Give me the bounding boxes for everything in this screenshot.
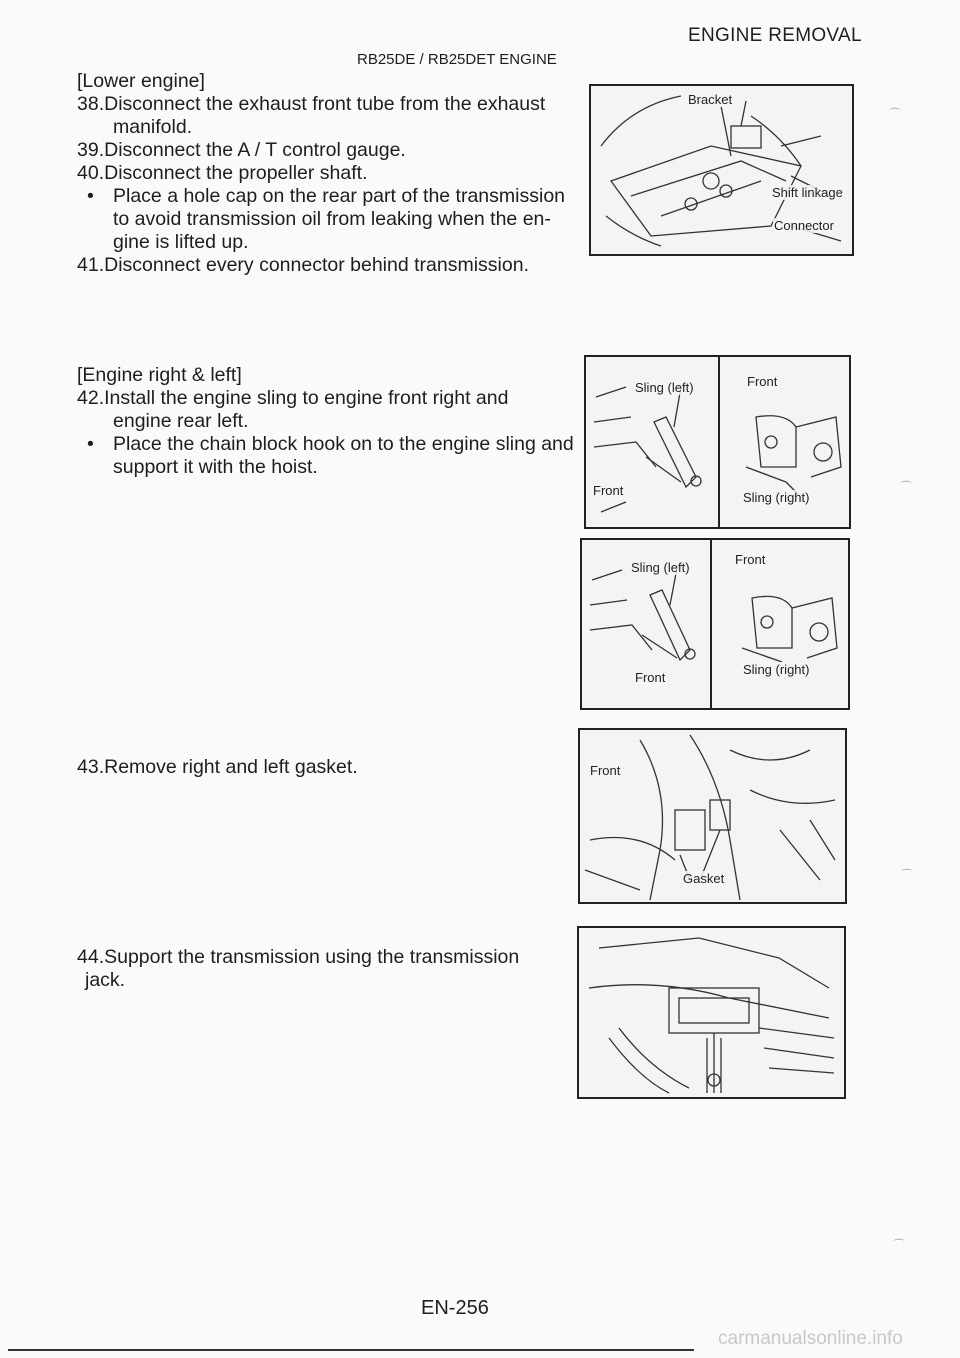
label-bracket: Bracket — [688, 92, 733, 107]
lower-engine-section — [77, 70, 565, 277]
section-title: ENGINE REMOVAL — [688, 25, 862, 46]
bullet-mark: • — [87, 433, 94, 455]
bullet-cont: support it with the hoist. — [113, 456, 318, 478]
step-44-cont: jack. — [85, 969, 126, 991]
bottom-rule — [8, 1349, 694, 1351]
figure-sling-2 — [580, 538, 850, 710]
figure-divider — [710, 540, 712, 708]
label-shift-linkage: Shift linkage — [772, 185, 843, 200]
step-38-cont: manifold. — [113, 116, 193, 138]
bullet-cont-1: to avoid transmission oil from leaking when the en- — [113, 208, 551, 230]
page-number: EN-256 — [421, 1297, 489, 1319]
label-front-right: Front — [747, 374, 778, 389]
watermark: carmanualsonline.info — [718, 1328, 903, 1349]
bullet-mark: • — [87, 185, 94, 207]
step-40: 40.Disconnect the propeller shaft. — [77, 162, 368, 184]
bullet-text: Place a hole cap on the rear part of the transmission — [113, 185, 566, 207]
label-front-left: Front — [635, 670, 666, 685]
label-front-left: Front — [593, 483, 624, 498]
engine-sides-section — [77, 364, 574, 479]
bullet-text: Place the chain block hook on to the engine sling and — [113, 433, 574, 455]
engine-sides-heading: [Engine right & left] — [77, 364, 242, 386]
bullet-cont-2: gine is lifted up. — [113, 231, 249, 253]
lower-engine-heading: [Lower engine] — [77, 70, 205, 92]
step-42-cont: engine rear left. — [113, 410, 249, 432]
figure-gasket — [578, 728, 847, 904]
label-front: Front — [590, 763, 621, 778]
figure-sling-1 — [584, 355, 851, 529]
figure-transmission-jack — [577, 926, 846, 1099]
bullet-hole-cap — [77, 185, 565, 208]
label-front-right: Front — [735, 552, 766, 567]
edge-mark: ⌒ — [901, 868, 914, 882]
label-sling-left: Sling (left) — [635, 380, 694, 395]
step-39: 39.Disconnect the A / T control gauge. — [77, 139, 406, 161]
figure-bracket-shift-linkage — [589, 84, 854, 256]
edge-mark: ⌒ — [889, 107, 902, 121]
engine-title: RB25DE / RB25DET ENGINE — [357, 51, 557, 68]
step-44-block — [77, 946, 519, 992]
figure-illustration — [582, 540, 848, 708]
figure-illustration — [579, 928, 844, 1097]
label-gasket: Gasket — [683, 871, 725, 886]
edge-mark: ⌒ — [893, 1238, 906, 1252]
bullet-chain-block — [77, 433, 574, 456]
step-43: 43.Remove right and left gasket. — [77, 756, 358, 778]
figure-divider — [718, 357, 720, 527]
edge-mark: ⌒ — [900, 480, 913, 494]
label-sling-right: Sling (right) — [743, 662, 810, 677]
step-38: 38.Disconnect the exhaust front tube from the exhaust — [77, 93, 546, 115]
step-41: 41.Disconnect every connector behind transmission. — [77, 254, 529, 276]
label-sling-left: Sling (left) — [631, 560, 690, 575]
label-connector: Connector — [774, 218, 834, 233]
label-sling-right: Sling (right) — [743, 490, 810, 505]
step-42: 42.Install the engine sling to engine front right and — [77, 387, 509, 409]
step-44: 44.Support the transmission using the transmission — [77, 946, 520, 968]
